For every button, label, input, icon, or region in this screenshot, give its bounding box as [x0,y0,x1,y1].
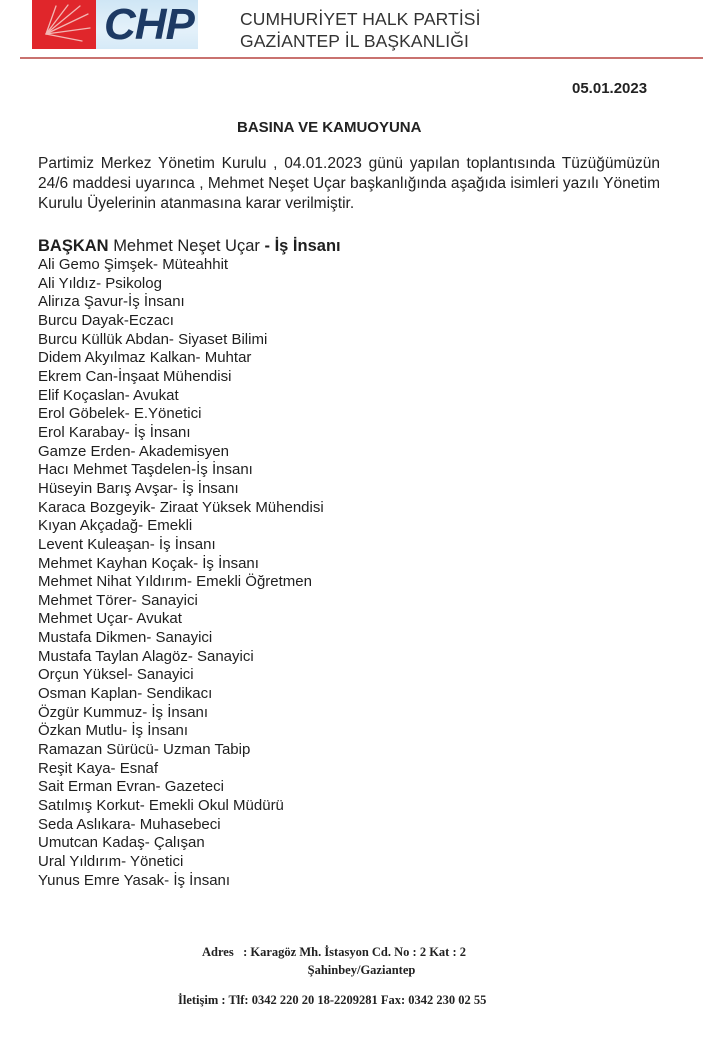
member-list-item: Mehmet Nihat Yıldırım- Emekli Öğretmen [38,573,312,591]
chair-profession: - İş İnsanı [264,237,341,255]
member-list-item: Özkan Mutlu- İş İnsanı [38,722,189,740]
member-list-item: Mustafa Taylan Alagöz- Sanayici [38,647,254,665]
member-list-item: Levent Kuleaşan- İş İnsanı [38,535,216,553]
organization-name [240,8,481,52]
chp-logo [32,0,198,49]
member-list-item: Ali Yıldız- Psikolog [38,274,162,292]
member-list-item: Erol Göbelek- E.Yönetici [38,405,202,423]
member-list-item: Reşit Kaya- Esnaf [38,759,159,777]
address-line-2: Şahinbey/Gaziantep [307,963,416,977]
intro-paragraph: Partimiz Merkez Yönetim Kurulu , 04.01.2023 günü yapılan toplantısında Tüzüğümüzün 24/6 maddesi uyarınca , Mehmet Neşet Uçar başkanlığında aşağıda isimleri yazılı Yönetim Kurulu Üyelerinin atanmasına karar verilmiştir. [38,155,660,212]
member-list-item: Ramazan Sürücü- Uzman Tabip [38,741,251,759]
chair-label: BAŞKAN [38,237,109,255]
contact-info: İletişim : Tlf: 0342 220 20 18-2209281 Fax: 0342 230 02 55 [178,993,487,1007]
org-name-line-2: GAZİANTEP İL BAŞKANLIĞI [240,31,469,51]
member-list-item: Ural Yıldırım- Yönetici [38,853,184,870]
chair-row [38,236,341,256]
board-member-list [38,236,341,890]
member-list-item: Özgür Kummuz- İş İnsanı [38,703,209,721]
chair-name: Mehmet Neşet Uçar [113,237,260,255]
member-list-item: Kıyan Akçadağ- Emekli [38,517,193,535]
org-name-line-1: CUMHURİYET HALK PARTİSİ [240,9,481,29]
member-list-item: Hüseyin Barış Avşar- İş İnsanı [38,479,239,497]
member-list-item: Seda Aslıkara- Muhasebeci [38,815,221,833]
member-list-item: Karaca Bozgeyik- Ziraat Yüksek Mühendisi [38,498,324,516]
logo-text: CHP [104,0,194,49]
header-divider [20,57,703,59]
member-list-item: Alirıza Şavur-İş İnsanı [38,293,185,311]
address-line-1: Adres : Karagöz Mh. İstasyon Cd. No : 2 Kat : 2 [202,945,466,959]
member-list-item: Mehmet Kayhan Koçak- İş İnsanı [38,554,259,572]
member-list-item: Gamze Erden- Akademisyen [38,442,229,460]
document-date: 05.01.2023 [572,80,648,97]
member-list-item: Mehmet Uçar- Avukat [38,610,182,628]
member-list-item: Orçun Yüksel- Sanayici [38,666,194,684]
member-list-item: Yunus Emre Yasak- İş İnsanı [38,871,231,889]
member-list-item: Osman Kaplan- Sendikacı [38,685,213,703]
member-list-item: Erol Karabay- İş İnsanı [38,423,191,441]
member-list-item: Elif Koçaslan- Avukat [38,386,179,404]
member-list-item: Mustafa Dikmen- Sanayici [38,629,213,647]
member-list-item: Ekrem Can-İnşaat Mühendisi [38,367,232,385]
member-list-item: Sait Erman Evran- Gazeteci [38,778,224,796]
member-list-item: Burcu Küllük Abdan- Siyaset Bilimi [38,330,268,348]
member-list-item: Mehmet Törer- Sanayici [38,591,198,609]
member-list-item: Didem Akyılmaz Kalkan- Muhtar [38,349,252,367]
member-list-item: Burcu Dayak-Eczacı [38,311,174,329]
six-arrows-icon [32,0,96,49]
member-list-item: Umutcan Kadaş- Çalışan [38,834,205,852]
member-list-item: Ali Gemo Şimşek- Müteahhit [38,256,229,273]
member-rows [38,256,341,890]
document-title: BASINA VE KAMUOYUNA [237,119,422,136]
member-list-item: Hacı Mehmet Taşdelen-İş İnsanı [38,461,253,479]
letterhead [0,0,723,62]
member-list-item: Satılmış Korkut- Emekli Okul Müdürü [38,797,284,815]
